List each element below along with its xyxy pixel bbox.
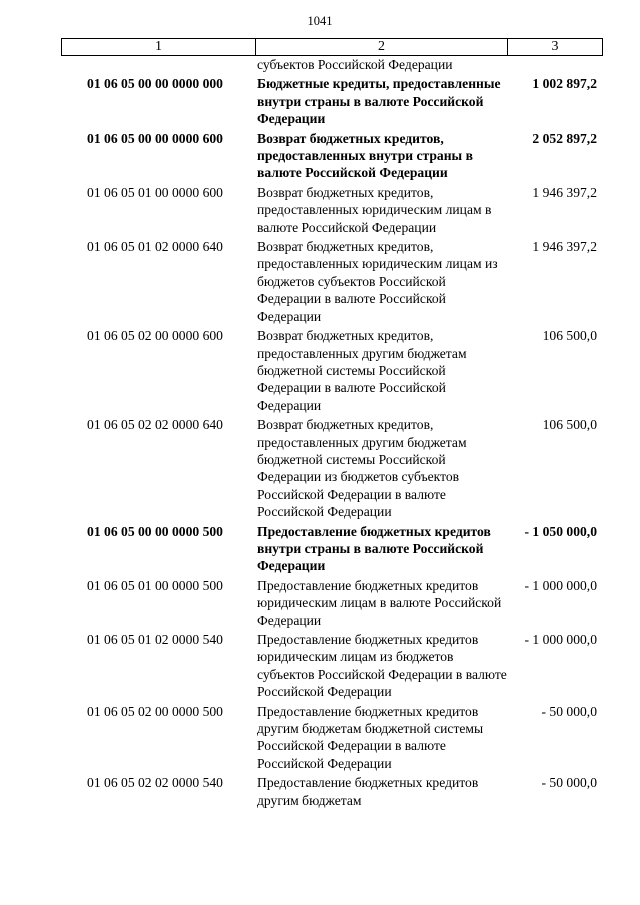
amount-cell: 106 500,0 — [542, 417, 597, 433]
code-cell: 01 06 05 02 02 0000 540 — [87, 775, 223, 791]
table-row — [61, 327, 603, 414]
table-body — [61, 75, 603, 809]
amount-cell: - 1 000 000,0 — [524, 632, 597, 647]
table-row — [61, 577, 603, 629]
budget-table — [61, 38, 603, 811]
code-cell: 01 06 05 01 02 0000 640 — [87, 239, 223, 255]
amount-cell: 2 052 897,2 — [532, 130, 597, 146]
code-cell — [61, 56, 255, 73]
continued-row — [61, 56, 603, 73]
code-cell: 01 06 05 02 00 0000 600 — [87, 328, 223, 344]
name-cell: Предоставление бюджетных кредитов другим бюджетам — [257, 775, 479, 808]
amount-cell: 1 946 397,2 — [532, 239, 597, 255]
amount-cell: - 50 000,0 — [541, 703, 597, 719]
name-cell: Предоставление бюджетных кредитов юридическим лицам в валюте Российской Федерации — [257, 577, 502, 628]
code-cell: 01 06 05 02 02 0000 640 — [87, 417, 223, 433]
table-row — [61, 774, 603, 809]
code-cell: 01 06 05 01 00 0000 500 — [87, 577, 223, 593]
table-row — [61, 703, 603, 773]
table-row — [61, 238, 603, 325]
amount-cell: - 50 000,0 — [541, 775, 597, 791]
table-row — [61, 184, 603, 236]
table-row — [61, 416, 603, 520]
amount-cell: - 1 050 000,0 — [524, 523, 597, 539]
name-cell: Возврат бюджетных кредитов, предоставленных юридическим лицам в валюте Российской Федерации — [257, 184, 492, 235]
name-cell: Возврат бюджетных кредитов, предоставленных другим бюджетам бюджетной системы Российской Федерации из бюджетов субъектов Российской Федерации в валюте Российской Федерации — [257, 417, 467, 520]
name-cell: Предоставление бюджетных кредитов другим бюджетам бюджетной системы Российской Федерации в валюте Российской Федерации — [257, 703, 484, 771]
amount-cell: 1 946 397,2 — [532, 184, 597, 200]
code-cell: 01 06 05 02 00 0000 500 — [87, 703, 223, 719]
name-cell: Предоставление бюджетных кредитов внутри страны в валюте Российской Федерации — [257, 523, 491, 574]
header-col-1: 1 — [62, 39, 256, 55]
name-cell: Возврат бюджетных кредитов, предоставленных юридическим лицам из бюджетов субъектов Российской Федерации в валюте Российской Федерации — [257, 239, 498, 324]
name-cell: Возврат бюджетных кредитов, предоставленных внутри страны в валюте Российской Федерации — [257, 130, 473, 181]
header-col-3: 3 — [551, 39, 559, 54]
table-row — [61, 75, 603, 127]
name-cell: Бюджетные кредиты, предоставленные внутри страны в валюте Российской Федерации — [257, 76, 501, 127]
amount-cell: - 1 000 000,0 — [524, 577, 597, 593]
header-col-2: 2 — [256, 39, 508, 55]
code-cell: 01 06 05 00 00 0000 500 — [87, 523, 223, 539]
name-cell: субъектов Российской Федерации — [257, 57, 453, 72]
code-cell: 01 06 05 00 00 0000 600 — [87, 130, 223, 146]
amount-cell: 106 500,0 — [542, 328, 597, 344]
code-cell: 01 06 05 01 00 0000 600 — [87, 184, 223, 200]
code-cell: 01 06 05 01 02 0000 540 — [87, 632, 223, 647]
table-row — [61, 130, 603, 182]
table-row — [61, 523, 603, 575]
amount-cell — [507, 56, 601, 73]
name-cell: Предоставление бюджетных кредитов юридическим лицам из бюджетов субъектов Российской Федерации в валюте Российской Федерации — [257, 632, 507, 700]
code-cell: 01 06 05 00 00 0000 000 — [87, 76, 223, 92]
name-cell: Возврат бюджетных кредитов, предоставленных другим бюджетам бюджетной системы Российской Федерации в валюте Российской Федерации — [257, 328, 467, 413]
table-row — [61, 631, 603, 701]
page-number: 1041 — [307, 14, 333, 28]
table-header — [61, 38, 603, 56]
amount-cell: 1 002 897,2 — [532, 76, 597, 92]
